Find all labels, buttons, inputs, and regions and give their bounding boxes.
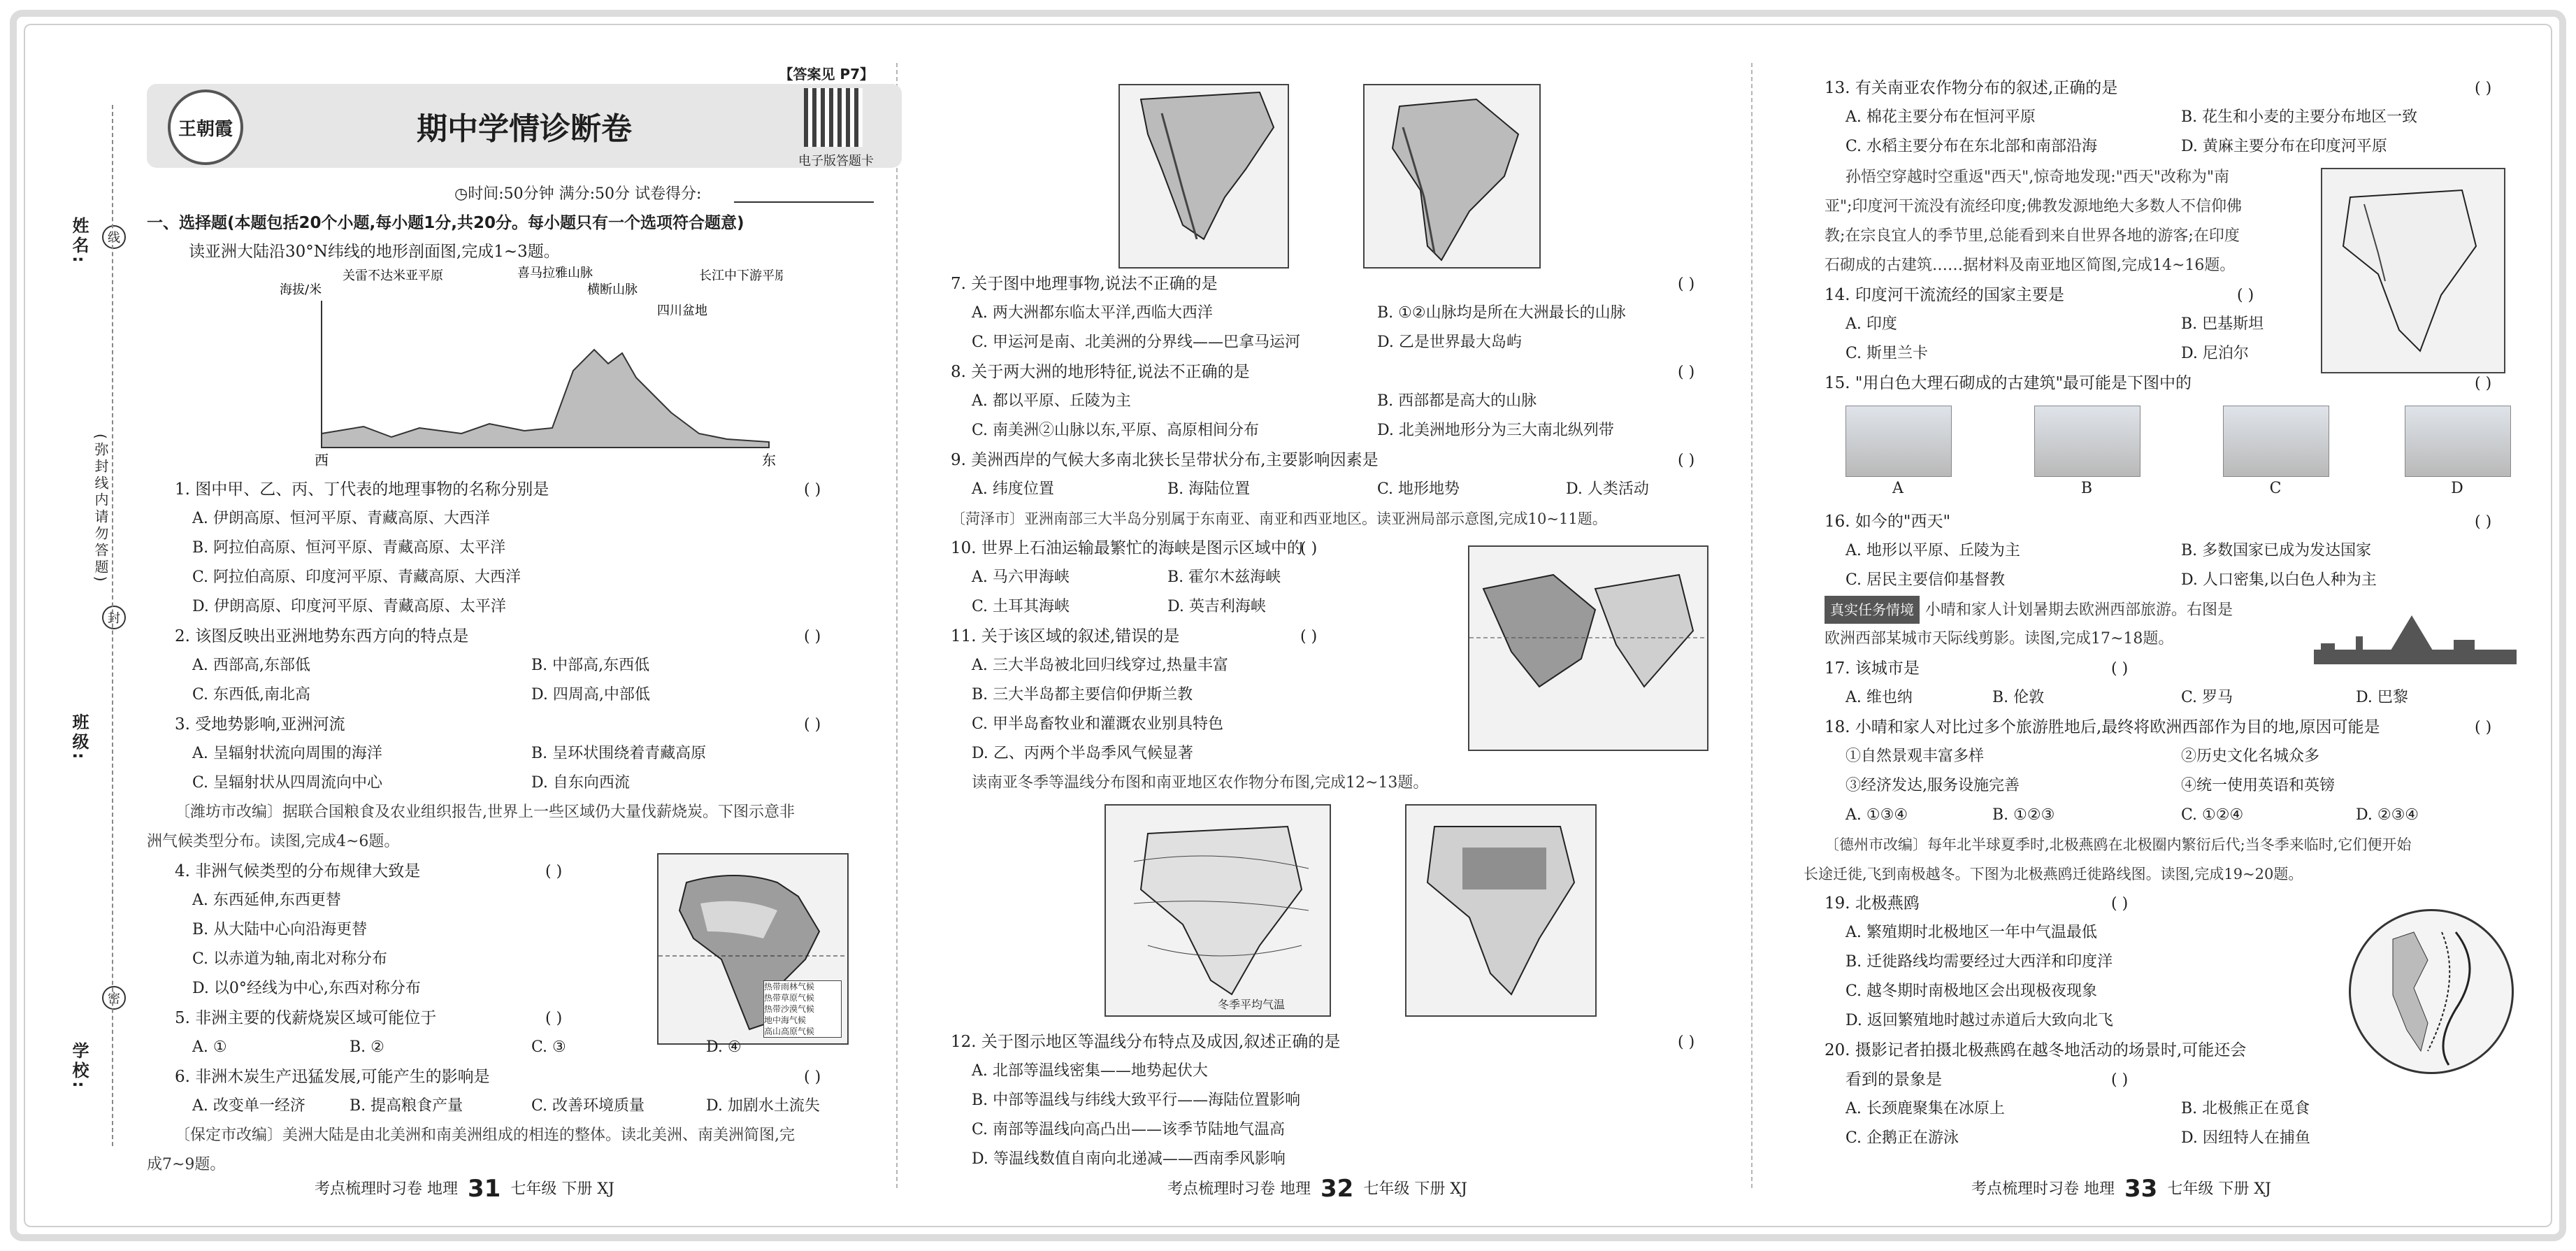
answer-reference: 【答案见 P7】 — [779, 66, 874, 83]
q18-item-2: ②历史文化名城众多 — [2181, 748, 2320, 765]
q5-option-c[interactable]: C. ③ — [531, 1038, 566, 1056]
q6-option-b[interactable]: B. 提高粮食产量 — [350, 1097, 463, 1115]
q1-option-b[interactable]: B. 阿拉伯高原、恒河平原、青藏高原、太平洋 — [192, 539, 506, 557]
q16-option-c[interactable]: C. 居民主要信仰基督教 — [1845, 571, 2006, 589]
answer-blank-1[interactable]: ( ) — [804, 481, 821, 499]
south-asia-sketch-map — [2321, 168, 2505, 373]
footer-left: 考点梳理时习卷 地理 — [1971, 1180, 2115, 1198]
q3-option-d[interactable]: D. 自东向西流 — [531, 774, 630, 792]
qr-caption: 电子版答题卡 — [798, 154, 874, 169]
profile-label-5: 长江中下游平原 — [699, 269, 783, 283]
q19-option-d[interactable]: D. 返回繁殖地时越过赤道后大致向北飞 — [1845, 1012, 2113, 1029]
legend-item: 热带沙漠气候 — [764, 1004, 815, 1014]
answer-blank-20[interactable]: ( ) — [2111, 1071, 2129, 1089]
south-asia-sketch-svg — [2322, 169, 2504, 372]
q18-option-b[interactable]: B. ①②③ — [1992, 806, 2055, 824]
seal-tag-seal: 封 — [102, 606, 126, 629]
q18-item-1: ①自然景观丰富多样 — [1845, 748, 1985, 765]
q11-option-d[interactable]: D. 乙、丙两个半岛季风气候显著 — [972, 745, 1193, 762]
photo-label-b: B — [2080, 480, 2093, 497]
answer-blank-9[interactable]: ( ) — [1678, 452, 1695, 469]
page-number: 32 — [1321, 1175, 1354, 1203]
asia-map-svg — [1469, 547, 1707, 750]
question-16: 16. 如今的"西天" — [1825, 513, 1951, 531]
isotherm-svg — [1106, 806, 1330, 1015]
photo-sphinx[interactable] — [2405, 406, 2511, 477]
q1-option-a[interactable]: A. 伊朗高原、恒河平原、青藏高原、大西洋 — [192, 510, 490, 527]
question-6: 6. 非洲木炭生产迅猛发展,可能产生的影响是 — [175, 1068, 490, 1086]
profile-label-1: 关雷不达米亚平原 — [343, 269, 443, 283]
q5-option-b[interactable]: B. ② — [350, 1038, 384, 1056]
answer-blank-10[interactable]: ( ) — [1300, 540, 1318, 557]
intro-q1-3: 读亚洲大陆沿30°N纬线的地形剖面图,完成1~3题。 — [189, 243, 560, 261]
q7-option-c[interactable]: C. 甲运河是南、北美洲的分界线——巴拿马运河 — [972, 334, 1301, 351]
terrain-profile-figure — [280, 266, 783, 476]
answer-blank-12[interactable]: ( ) — [1678, 1034, 1695, 1051]
school-label: 学校: — [69, 1042, 89, 1091]
q18-option-a[interactable]: A. ①③④ — [1845, 806, 1908, 824]
answer-blank-4[interactable]: ( ) — [545, 863, 563, 880]
legend-item: 热带草原气候 — [764, 993, 815, 1003]
logo-text: 王朝霞 — [178, 118, 233, 140]
q13-option-b[interactable]: B. 花生和小麦的主要分布地区一致 — [2181, 108, 2418, 126]
q16-option-d[interactable]: D. 人口密集,以白色人种为主 — [2181, 571, 2377, 589]
q19-option-a[interactable]: A. 繁殖期时北极地区一年中气温最低 — [1845, 924, 2097, 941]
skyline-svg — [2314, 615, 2517, 664]
intro-q17-18-text: 小晴和家人计划暑期去欧洲西部旅游。右图是 — [1925, 601, 2233, 619]
intro-q17-18-line2: 欧洲西部某城市天际线剪影。读图,完成17~18题。 — [1825, 630, 2174, 648]
footer-left: 考点梳理时习卷 地理 — [315, 1180, 458, 1198]
page-footer — [1167, 1175, 1467, 1203]
south-asia-isotherm-map — [1104, 804, 1331, 1017]
q8-option-d[interactable]: D. 北美洲地形分为三大南北纵列带 — [1377, 422, 1614, 439]
south-america-svg — [1365, 85, 1539, 267]
intro-q19-20-line2: 长途迁徙,飞到南极越冬。下图为北极燕鸥迁徙路线图。读图,完成19~20题。 — [1804, 866, 2303, 882]
q14-option-b[interactable]: B. 巴基斯坦 — [2181, 315, 2264, 333]
q14-option-c[interactable]: C. 斯里兰卡 — [1845, 345, 1929, 362]
question-5: 5. 非洲主要的伐薪烧炭区域可能位于 — [175, 1009, 437, 1027]
q4-option-d[interactable]: D. 以0°经线为中心,东西对称分布 — [192, 980, 421, 997]
q5-option-a[interactable]: A. ① — [192, 1038, 227, 1056]
q2-option-b[interactable]: B. 中部高,东西低 — [531, 657, 650, 674]
name-label: 姓名: — [69, 217, 89, 266]
q10-option-d[interactable]: D. 英吉利海峡 — [1167, 598, 1266, 615]
answer-blank-3[interactable]: ( ) — [804, 716, 821, 734]
profile-label-4: 四川盆地 — [657, 303, 707, 318]
q5-option-d[interactable]: D. ④ — [706, 1038, 742, 1056]
exam-title: 期中学情诊断卷 — [417, 111, 632, 147]
q6-option-d[interactable]: D. 加剧水土流失 — [706, 1097, 820, 1115]
asia-partial-map — [1468, 545, 1708, 751]
north-america-svg — [1120, 85, 1288, 267]
q4-option-b[interactable]: B. 从大陆中心向沿海更替 — [192, 921, 368, 938]
south-asia-crop-map — [1405, 804, 1597, 1017]
footer-right: 七年级 下册 XJ — [510, 1180, 614, 1198]
intro-q12-13: 读南亚冬季等温线分布图和南亚地区农作物分布图,完成12~13题。 — [972, 774, 1429, 792]
africa-legend — [763, 980, 842, 1038]
q11-option-a[interactable]: A. 三大半岛被北回归线穿过,热量丰富 — [972, 657, 1228, 674]
q18-item-3: ③经济发达,服务设施完善 — [1845, 777, 2020, 794]
north-america-map — [1118, 84, 1289, 269]
q13-option-c[interactable]: C. 水稻主要分布在东北部和南部沿海 — [1845, 138, 2098, 155]
seal-tag-secret: 密 — [102, 986, 126, 1010]
qr-code-icon[interactable] — [804, 88, 863, 147]
intro-q14-16-line1: 孙悟空穿越时空重返"西天",惊奇地发现:"西天"改称为"南 — [1845, 169, 2230, 186]
q9-option-a[interactable]: A. 纬度位置 — [972, 480, 1054, 498]
answer-blank-5[interactable]: ( ) — [545, 1010, 563, 1027]
q3-option-c[interactable]: C. 呈辐射状从四周流向中心 — [192, 774, 383, 792]
q7-option-a[interactable]: A. 两大洲都东临太平洋,西临大西洋 — [972, 304, 1213, 322]
q20-option-d[interactable]: D. 因纽特人在捕鱼 — [2181, 1129, 2310, 1147]
q18-option-d[interactable]: D. ②③④ — [2356, 806, 2419, 824]
answer-blank-13[interactable]: ( ) — [2475, 80, 2492, 97]
question-20-line2: 看到的景象是 — [1845, 1071, 1942, 1089]
q4-option-a[interactable]: A. 东西延伸,东西更替 — [192, 892, 341, 909]
question-13: 13. 有关南亚农作物分布的叙述,正确的是 — [1825, 79, 2118, 97]
intro-q4-6-line1: 〔潍坊市改编〕据联合国粮食及农业组织报告,世界上一些区域仍大量伐薪烧炭。下图示意非 — [175, 803, 795, 821]
q7-option-b[interactable]: B. ①②山脉均是所在大洲最长的山脉 — [1377, 304, 1626, 322]
profile-label-2: 喜马拉雅山脉 — [517, 266, 593, 280]
photo-label-c: C — [2269, 480, 2282, 497]
q14-option-d[interactable]: D. 尼泊尔 — [2181, 345, 2249, 362]
q8-option-a[interactable]: A. 都以平原、丘陵为主 — [972, 392, 1131, 410]
seal-line — [112, 105, 113, 1146]
intro-q19-20-line1: 〔德州市改编〕每年北半球夏季时,北极燕鸥在北极圈内繁衍后代;当冬季来临时,它们便开始 — [1825, 836, 2412, 853]
legend-item: 高山高原气候 — [764, 1027, 815, 1036]
intro-q10-11: 〔菏泽市〕亚洲南部三大半岛分别属于东南亚、南亚和西亚地区。读亚洲局部示意图,完成10~11题。 — [951, 510, 1607, 527]
answer-blank-16[interactable]: ( ) — [2475, 513, 2492, 531]
question-7: 7. 关于图中地理事物,说法不正确的是 — [951, 275, 1218, 293]
seal-note: (弥封线内请勿答题) — [92, 434, 109, 585]
q6-option-c[interactable]: C. 改善环境质量 — [531, 1097, 645, 1115]
q10-option-c[interactable]: C. 土耳其海峡 — [972, 598, 1070, 615]
section-heading: 一、选择题(本题包括20个小题,每小题1分,共20分。每小题只有一个选项符合题意) — [147, 214, 744, 232]
q3-option-a[interactable]: A. 呈辐射状流向周围的海洋 — [192, 745, 382, 762]
question-1: 1. 图中甲、乙、丙、丁代表的地理事物的名称分别是 — [175, 480, 549, 499]
question-11: 11. 关于该区域的叙述,错误的是 — [951, 627, 1180, 645]
intro-q14-16-line2: 亚";印度河干流没有流经印度;佛教发源地绝大多数人不信仰佛 — [1825, 198, 2242, 215]
profile-west: 西 — [315, 452, 329, 469]
answer-blank-17[interactable]: ( ) — [2111, 660, 2129, 678]
q20-option-b[interactable]: B. 北极熊正在觅食 — [2181, 1100, 2310, 1117]
footer-left: 考点梳理时习卷 地理 — [1167, 1180, 1311, 1198]
q16-option-b[interactable]: B. 多数国家已成为发达国家 — [2181, 542, 2372, 559]
footer-right: 七年级 下册 XJ — [2167, 1180, 2271, 1198]
q13-option-d[interactable]: D. 黄麻主要分布在印度河平原 — [2181, 138, 2387, 155]
question-3: 3. 受地势影响,亚洲河流 — [175, 715, 345, 734]
q11-option-c[interactable]: C. 甲半岛畜牧业和灌溉农业别具特色 — [972, 715, 1224, 733]
photo-label-a: A — [1892, 480, 1904, 497]
answer-blank-18[interactable]: ( ) — [2475, 719, 2492, 736]
q19-option-b[interactable]: B. 迁徙路线均需要经过大西洋和印度洋 — [1845, 953, 2113, 971]
q2-option-c[interactable]: C. 东西低,南北高 — [192, 686, 311, 703]
q16-option-a[interactable]: A. 地形以平原、丘陵为主 — [1845, 542, 2020, 559]
terrain-profile-svg — [280, 266, 783, 476]
page-32 — [909, 42, 1737, 1209]
page-number: 31 — [468, 1175, 501, 1203]
profile-east: 东 — [762, 452, 776, 469]
page-31 — [42, 42, 884, 1209]
answer-blank-14[interactable]: ( ) — [2237, 287, 2254, 304]
photo-colosseum[interactable] — [2034, 406, 2140, 477]
q10-option-b[interactable]: B. 霍尔木兹海峡 — [1167, 569, 1281, 586]
tern-migration-globe — [2349, 909, 2514, 1074]
q2-option-d[interactable]: D. 四周高,中部低 — [531, 686, 650, 703]
migration-svg — [2351, 911, 2512, 1072]
q2-option-a[interactable]: A. 西部高,东部低 — [192, 657, 310, 674]
q3-option-b[interactable]: B. 呈环状围绕着青藏高原 — [531, 745, 707, 762]
q4-option-c[interactable]: C. 以赤道为轴,南北对称分布 — [192, 950, 388, 968]
question-19: 19. 北极燕鸥 — [1825, 894, 1920, 913]
question-20-line1: 20. 摄影记者拍摄北极燕鸥在越冬地活动的场景时,可能还会 — [1825, 1041, 2247, 1059]
question-9: 9. 美洲西岸的气候大多南北狭长呈带状分布,主要影响因素是 — [951, 451, 1379, 469]
answer-blank-15[interactable]: ( ) — [2475, 375, 2492, 392]
answer-blank-7[interactable]: ( ) — [1678, 276, 1695, 293]
question-12: 12. 关于图示地区等温线分布特点及成因,叙述正确的是 — [951, 1033, 1341, 1051]
answer-blank-19[interactable]: ( ) — [2111, 895, 2129, 913]
exam-info: ◷时间:50分钟 满分:50分 试卷得分: — [454, 185, 702, 203]
paris-skyline-silhouette — [2314, 615, 2517, 664]
q8-option-c[interactable]: C. 南美洲②山脉以东,平原、高原相间分布 — [972, 422, 1260, 439]
crop-map-svg — [1406, 806, 1595, 1015]
intro-q14-16-line3: 教;在宗良宜人的季节里,总能看到来自世界各地的游客;在印度 — [1825, 227, 2240, 245]
q1-option-c[interactable]: C. 阿拉伯高原、印度河平原、青藏高原、大西洋 — [192, 569, 521, 586]
africa-climate-map — [657, 853, 849, 1045]
page-divider — [896, 63, 898, 1188]
photo-label-d: D — [2451, 480, 2463, 497]
q10-option-a[interactable]: A. 马六甲海峡 — [972, 569, 1070, 586]
question-17: 17. 该城市是 — [1825, 659, 1920, 678]
question-4: 4. 非洲气候类型的分布规律大致是 — [175, 862, 421, 880]
q20-option-a[interactable]: A. 长颈鹿聚集在冰原上 — [1845, 1100, 2005, 1117]
q14-option-a[interactable]: A. 印度 — [1845, 315, 1897, 333]
q9-option-d[interactable]: D. 人类活动 — [1566, 480, 1649, 498]
page-footer — [315, 1175, 614, 1203]
q9-option-b[interactable]: B. 海陆位置 — [1167, 480, 1251, 498]
q11-option-b[interactable]: B. 三大半岛都主要信仰伊斯兰教 — [972, 686, 1193, 703]
intro-q7-9-line1: 〔保定市改编〕美洲大陆是由北美洲和南美洲组成的相连的整体。读北美洲、南美洲简图,完 — [175, 1127, 795, 1144]
page-divider — [1751, 63, 1753, 1188]
south-america-map — [1363, 84, 1541, 269]
question-18: 18. 小晴和家人对比过多个旅游胜地后,最终将欧洲西部作为目的地,原因可能是 — [1825, 718, 2380, 736]
intro-q7-9-line2: 成7~9题。 — [147, 1156, 226, 1173]
answer-blank-6[interactable]: ( ) — [804, 1068, 821, 1086]
q13-option-a[interactable]: A. 棉花主要分布在恒河平原 — [1845, 108, 2036, 126]
question-15: 15. "用白色大理石砌成的古建筑"最可能是下图中的 — [1825, 374, 2192, 392]
score-blank[interactable] — [734, 201, 874, 203]
page-footer — [1971, 1175, 2271, 1203]
answer-blank-2[interactable]: ( ) — [804, 628, 821, 645]
intro-q14-16-line4: 石砌成的古建筑……据材料及南亚地区简图,完成14~16题。 — [1825, 257, 2236, 274]
q12-option-a[interactable]: A. 北部等温线密集——地势起伏大 — [972, 1062, 1208, 1080]
map-caption: 冬季平均气温 — [1218, 998, 1286, 1011]
q17-option-d[interactable]: D. 巴黎 — [2356, 689, 2408, 706]
page-number: 33 — [2124, 1175, 2158, 1203]
class-label: 班级: — [69, 713, 89, 762]
q6-option-a[interactable]: A. 改变单一经济 — [192, 1097, 305, 1115]
intro-q17-18-line1 — [1825, 596, 2233, 624]
q18-item-4: ④统一使用英语和英镑 — [2181, 777, 2336, 794]
q20-option-c[interactable]: C. 企鹅正在游泳 — [1845, 1129, 1959, 1147]
profile-label-3: 横断山脉 — [587, 283, 638, 297]
binding-margin — [42, 42, 120, 1209]
q12-option-b[interactable]: B. 中部等温线与纬线大致平行——海陆位置影响 — [972, 1092, 1301, 1109]
seal-tag-line: 线 — [102, 225, 126, 249]
q12-option-d[interactable]: D. 等温线数值自南向北递减——西南季风影响 — [972, 1150, 1286, 1168]
q19-option-c[interactable]: C. 越冬期时南极地区会出现极夜现象 — [1845, 982, 2098, 1000]
q17-option-a[interactable]: A. 维也纳 — [1845, 689, 1913, 706]
answer-blank-8[interactable]: ( ) — [1678, 364, 1695, 381]
q17-option-c[interactable]: C. 罗马 — [2181, 689, 2233, 706]
question-8: 8. 关于两大洲的地形特征,说法不正确的是 — [951, 363, 1250, 381]
q7-option-d[interactable]: D. 乙是世界最大岛屿 — [1377, 334, 1522, 351]
q18-option-c[interactable]: C. ①②④ — [2181, 806, 2244, 824]
q8-option-b[interactable]: B. 西部都是高大的山脉 — [1377, 392, 1537, 410]
footer-right: 七年级 下册 XJ — [1363, 1180, 1467, 1198]
q17-option-b[interactable]: B. 伦敦 — [1992, 689, 2045, 706]
legend-item: 热带雨林气候 — [764, 982, 815, 992]
answer-blank-11[interactable]: ( ) — [1300, 628, 1318, 645]
q12-option-c[interactable]: C. 南部等温线向高凸出——该季节陆地气温高 — [972, 1121, 1286, 1138]
question-14: 14. 印度河干流流经的国家主要是 — [1825, 286, 2064, 304]
intro-q4-6-line2: 洲气候类型分布。读图,完成4~6题。 — [147, 833, 400, 850]
question-10: 10. 世界上石油运输最繁忙的海峡是图示区域中的 — [951, 539, 1303, 557]
legend-item: 地中海气候 — [764, 1015, 807, 1025]
question-2: 2. 该图反映出亚洲地势东西方向的特点是 — [175, 627, 469, 645]
profile-ylabel: 海拔/米 — [280, 283, 322, 297]
q9-option-c[interactable]: C. 地形地势 — [1377, 480, 1460, 498]
page-33 — [1762, 42, 2538, 1209]
task-tag: 真实任务情境 — [1825, 596, 1920, 624]
exam-header — [147, 66, 902, 169]
photo-taj-mahal[interactable] — [2223, 406, 2329, 477]
photo-great-wall[interactable] — [1845, 406, 1952, 477]
q1-option-d[interactable]: D. 伊朗高原、印度河平原、青藏高原、太平洋 — [192, 598, 506, 615]
